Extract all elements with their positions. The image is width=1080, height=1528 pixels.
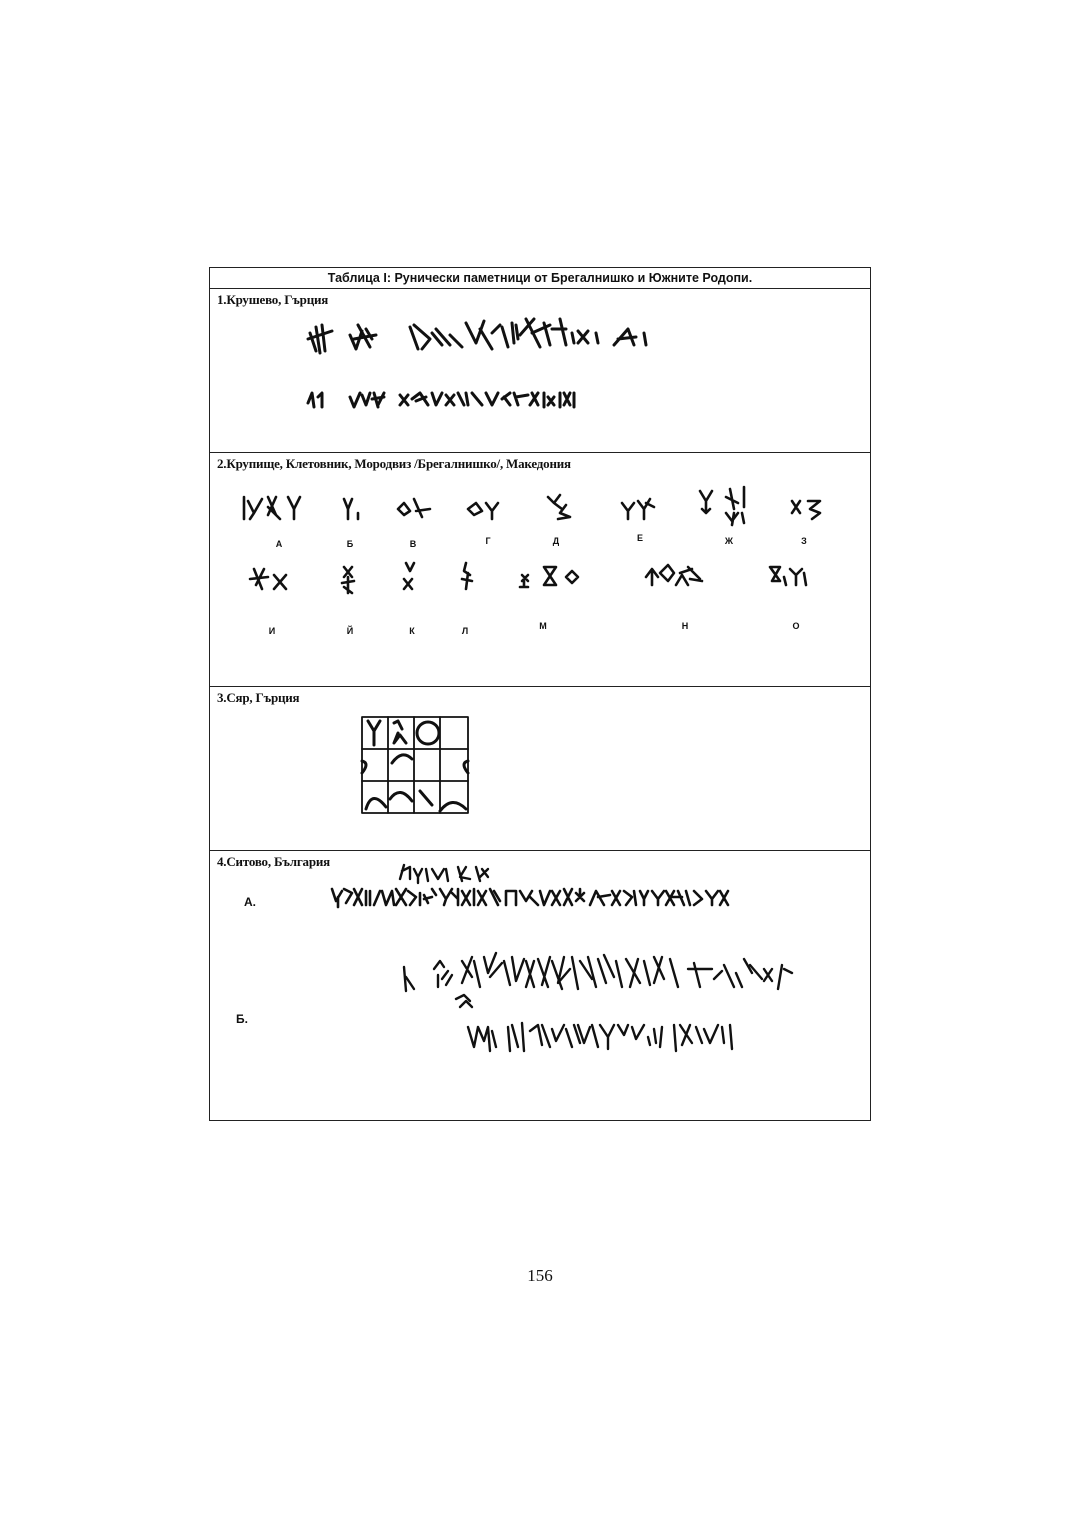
row1-label-z: З	[801, 536, 807, 546]
section-sitovo	[210, 851, 870, 1121]
section-syar	[210, 687, 870, 851]
subsection-a-label: А.	[244, 895, 256, 909]
rune-row-1	[210, 479, 872, 559]
row1-label-g: Г	[485, 536, 491, 546]
row1-label-a: А	[275, 539, 283, 549]
row2-label-y: Й	[346, 626, 354, 636]
rune-grid-drawing	[360, 715, 480, 819]
rune-row-2	[210, 559, 872, 619]
row1-label-v: В	[409, 539, 417, 549]
row2-label-l: Л	[461, 626, 469, 636]
row1-label-e: Е	[636, 533, 643, 543]
section-heading: 4.Ситово, България	[217, 854, 330, 869]
section-heading: 2.Крупище, Клетовник, Мородвиз /Брегалнишко/, Македония	[217, 456, 571, 471]
section-heading: 3.Сяр, Гърция	[217, 690, 300, 705]
section-krupishte	[210, 453, 870, 687]
section-krushevo	[210, 289, 870, 453]
rune-inscription-b	[392, 917, 872, 1077]
row2-label-m: М	[539, 621, 547, 631]
row1-label-zh: Ж	[724, 536, 734, 546]
subsection-b-label: Б.	[236, 1012, 248, 1026]
rune-table	[209, 267, 871, 1121]
rune-inscription-1	[210, 289, 872, 453]
section-heading: 1.Крушево, Гърция	[217, 292, 329, 307]
row2-label-o: О	[792, 621, 800, 631]
row2-label-k: К	[409, 626, 415, 636]
table-caption: Таблица I: Рунически паметници от Брегалнишко и Южните Родопи.	[210, 268, 870, 289]
rune-inscription-a	[328, 879, 888, 919]
row2-label-i: И	[268, 626, 276, 636]
page-number: 156	[527, 1266, 553, 1285]
row1-label-b: Б	[346, 539, 354, 549]
row1-label-d: Д	[552, 536, 560, 546]
row2-label-n: Н	[681, 621, 689, 631]
